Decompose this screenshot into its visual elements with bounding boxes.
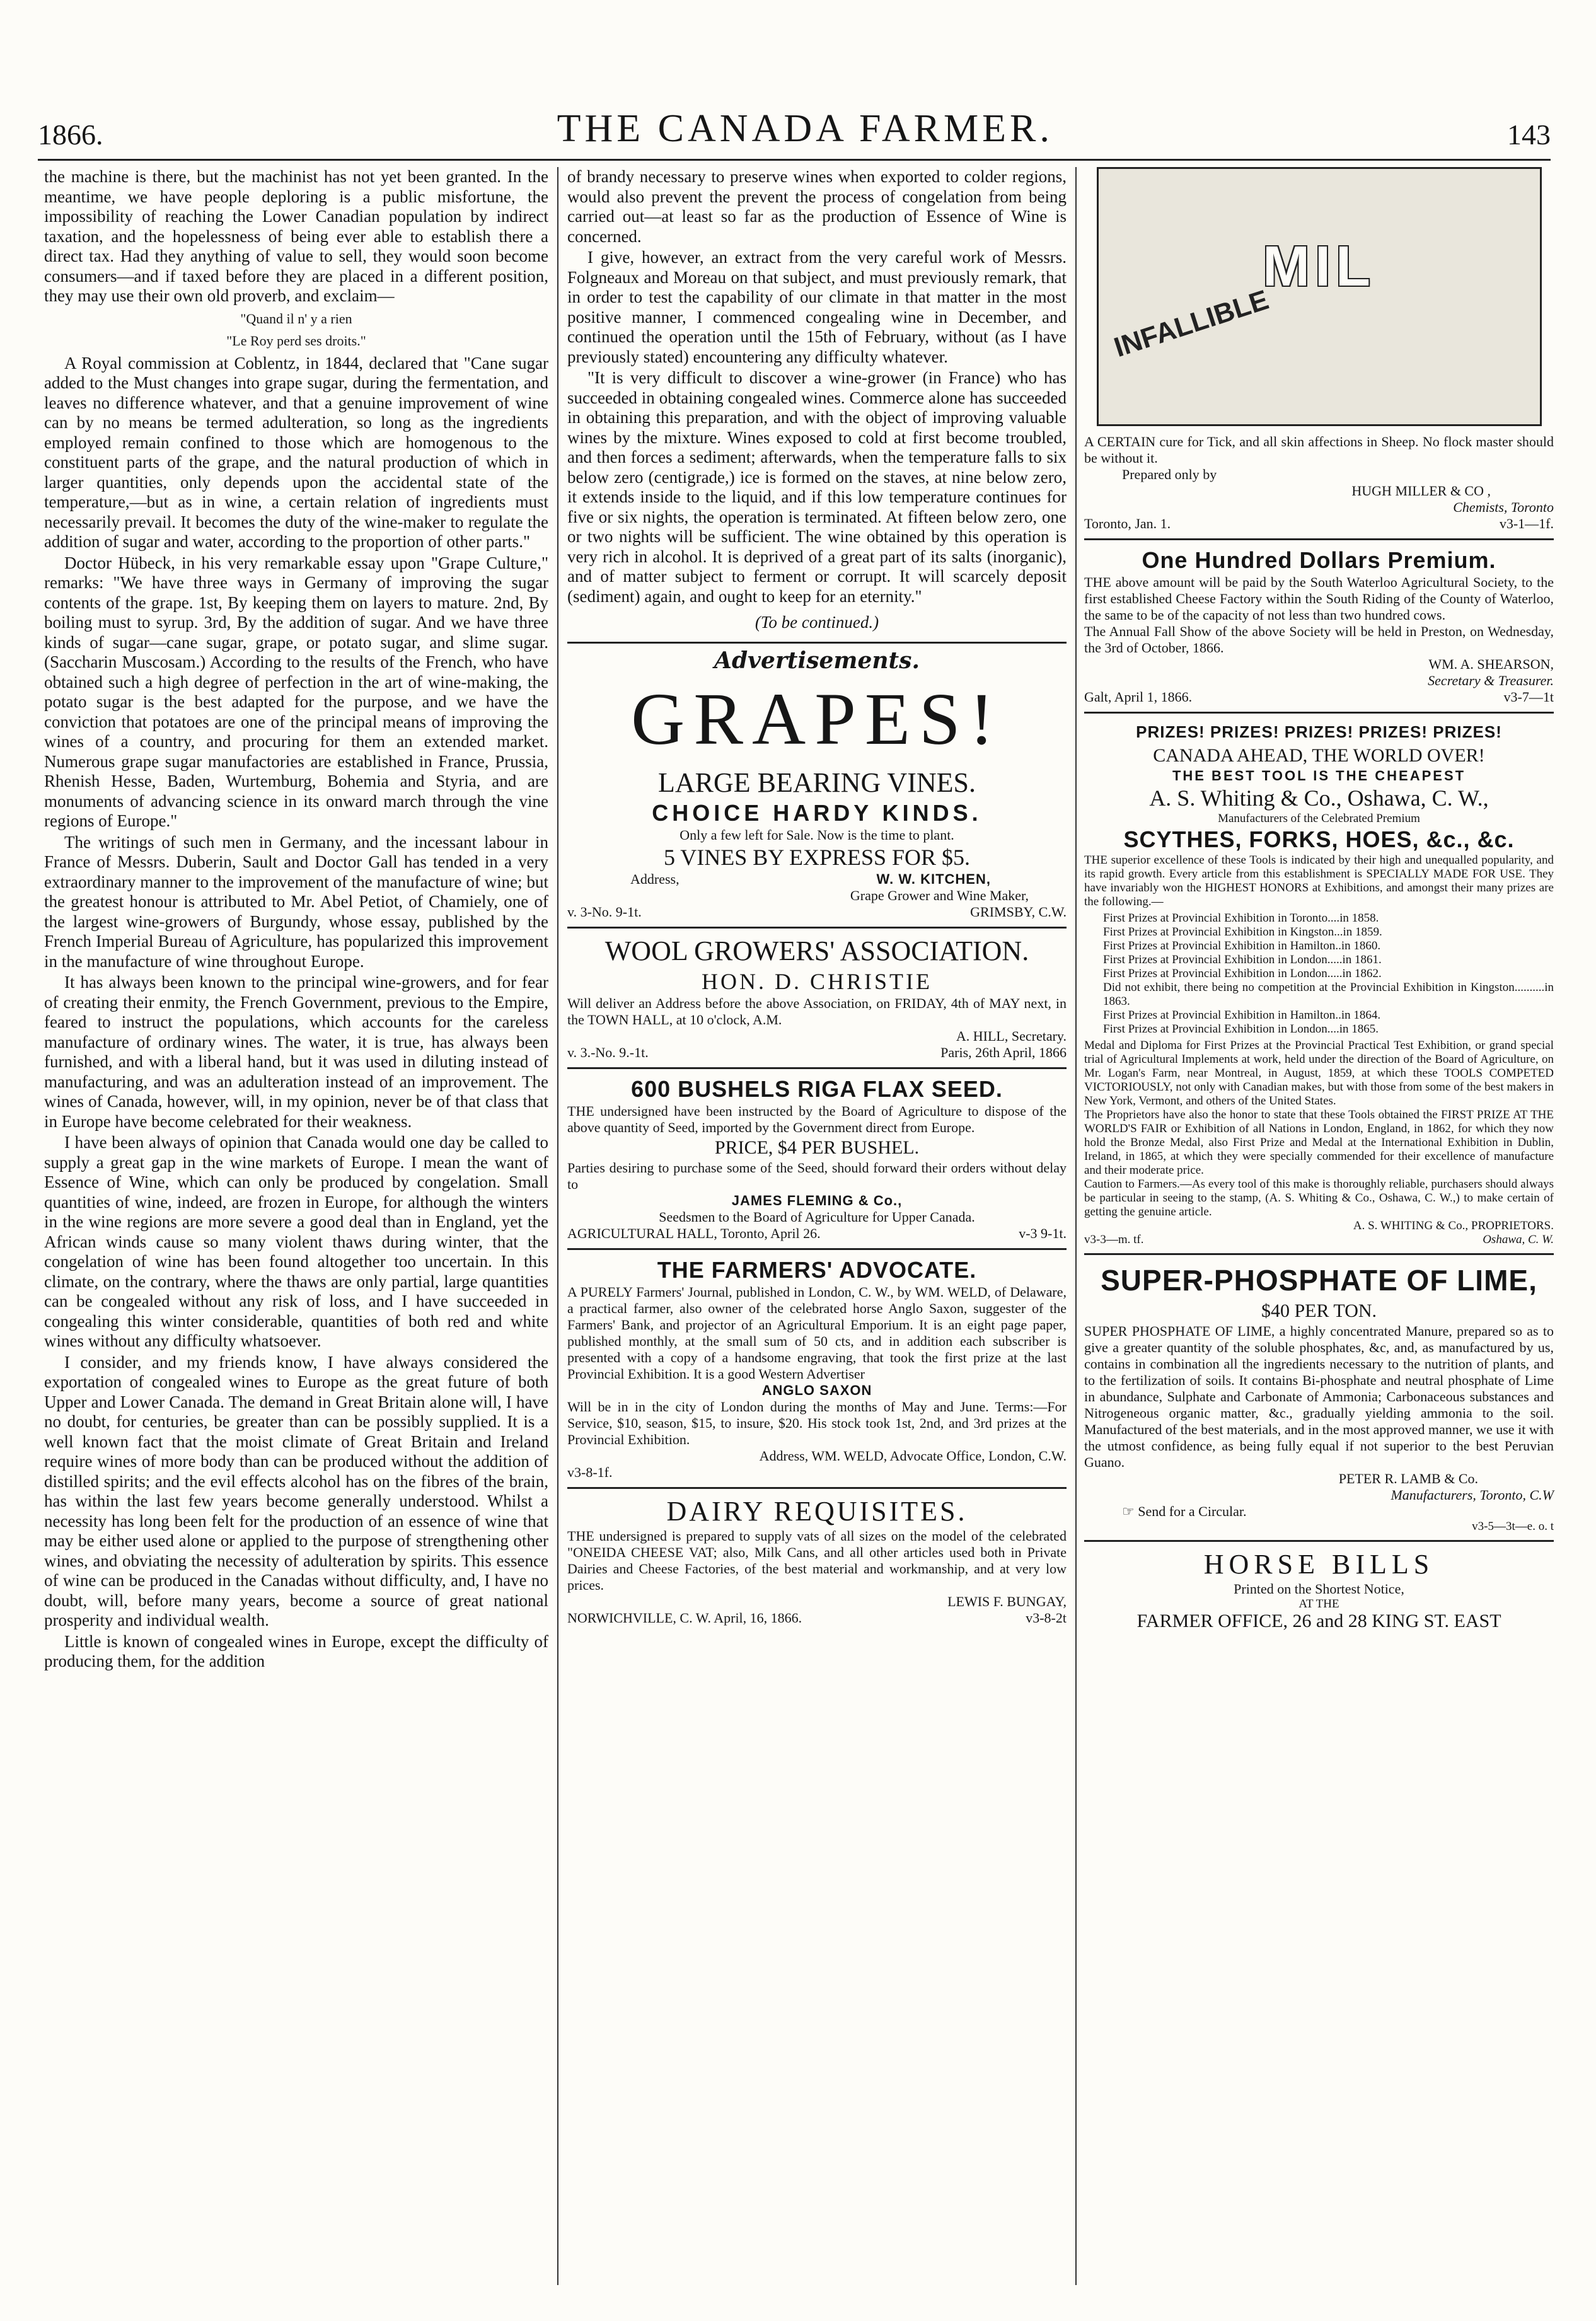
advocate-text: Will be in in the city of London during the months of May and June. Terms:—For Service, $10, season, $15, to insure, $20. His stock took 1st, 2nd, and 3rd prizes at the Provincial Exhibition.: [567, 1399, 1067, 1447]
dairy-sig: LEWIS F. BUNGAY,: [947, 1594, 1067, 1609]
ad-ref: v. 3-No. 9-1t.: [567, 904, 642, 920]
advocate-text: A PURELY Farmers' Journal, published in London, C. W., by WM. WELD, of Delaware, a practical farmer, also owner of the celebrated horse Anglo Saxon, suggester of the Farmers' Bank, and projector of an Agricultural Emporium. It is an eight page paper, published monthly, at the small sum of 50 cts, and in addition each subscriber is presented with a copy of a handsome engraving, that took the first prize at the last Provincial Exhibition. It is a good Western Advertiser: [567, 1284, 1067, 1382]
wool-date: Paris, 26th April, 1866: [940, 1045, 1067, 1060]
tick-date: Toronto, Jan. 1.: [1084, 516, 1171, 531]
wool-speaker: HON. D. CHRISTIE: [702, 969, 932, 994]
flax-firm: JAMES FLEMING & Co.,: [731, 1193, 903, 1208]
advocate-ad: [567, 1256, 1067, 1489]
article-paragraph: "It is very difficult to discover a wine-grower (in France) who has succeeded in obtaining congealed wines. Commerce alone has succeeded in obtaining this preparation, and with the object of improving valuable wines by the mixture. Wines exposed to cold at first become troubled, and then forces a sediment; afterwards, when the temperature falls to six below zero (centigrade,) ice is formed on the staves, at nine below zero, it extends inside to the liquid, and if this low temperature continues for five or six nights, the operation is terminated. At fifteen below zero, one or two nights will be sufficient. The wine obtained by this operation is very rich in alcohol. It is deprived of a great part of its salts (inorganic), and of matter subject to ferment or corrupt. It will scarcely deposit (sediment) again, and ought to keep for an eternity.": [567, 368, 1067, 606]
tick-cure-ad: [1084, 434, 1554, 540]
flax-text: THE undersigned have been instructed by the Board of Agriculture to dispose of the above quantity of Seed, imported by the Government direct from Europe.: [567, 1103, 1067, 1135]
advertisements-heading: Advertisements.: [714, 647, 920, 674]
grapes-kinds: CHOICE HARDY KINDS.: [652, 800, 982, 826]
flax-ad: [567, 1075, 1067, 1250]
phosphate-firm: PETER R. LAMB & Co.: [1338, 1471, 1478, 1486]
grapes-seller: W. W. KITCHEN,: [876, 871, 991, 887]
ad-ref: v3-8-2t: [1026, 1610, 1067, 1626]
wool-ad: [567, 935, 1067, 1069]
horse-bills-title: HORSE BILLS: [1203, 1549, 1435, 1580]
dairy-place: NORWICHVILLE, C. W. April, 16, 1866.: [567, 1610, 802, 1626]
grapes-occupation: Grape Grower and Wine Maker,: [850, 888, 1029, 903]
article-paragraph: I give, however, an extract from the very careful work of Messrs. Folgneaux and Moreau on that subject, and must previously remark, that in order to test the capability of our climate in that matter in the most positive manner, I commenced congealing wine in December, and continued the operation until the 15th of February, without (as I have previously stated) encountering any difficulty whatever.: [567, 248, 1067, 366]
section-rule: [567, 642, 1067, 644]
article-paragraph: I consider, and my friends know, I have always considered the exportation of congealed wines to Europe as the great future of both Upper and Lower Canada. The demand in Great Britain alone will, I have no doubt, for centuries, be greater than can be possibly supplied. It is a well known fact that the moist climate of Great Britain and Ireland require wines of more body than can be produced without the addition of distilled spirits; and the evil effects alcohol has on the fibres of the brain, has within the last few years become generally understood. Whilst a necessity has long been felt for the production of an essence of wine that may be either used alone or applied to the purpose of strengthening other wines, and obviating the necessity of adulteration by spirits. This essence of wine can be produced in the Canadas without difficulty, and, I have no doubt, will, before many years, become a source of great national prosperity and individual wealth.: [44, 1352, 548, 1629]
continued-note: (To be continued.): [755, 613, 879, 632]
tick-text: A CERTAIN cure for Tick, and all skin affections in Sheep. No flock master should be without it.: [1084, 434, 1554, 466]
list-item: First Prizes at Provincial Exhibition in Toronto....in 1858.: [1103, 912, 1379, 925]
article-paragraph: It has always been known to the principal wine-growers, and for fear of creating their enmity, the French Government, previous to the Empire, feared to instruct the populations, which accounts for the careless manufacture of ordinary wines. The water, it is true, has always been furnished, and with a liberal hand, but it was used in diluting instead of manufacturing, and was an adulteration instead of an improvement. The wines of Canada, however, will, in my opinion, never be of that class that in Europe have become celebrated for their weakness.: [44, 973, 548, 1131]
premium-date: Galt, April 1, 1866.: [1084, 689, 1193, 705]
phosphate-circular: Send for a Circular.: [1138, 1503, 1247, 1519]
whiting-text: Medal and Diploma for First Prizes at the Provincial Practical Test Exhibition, or grand special trial of Agricultural Implements at work, held under the direction of the Board of Agriculture, on Mr. Logan's Farm, near Montreal, in August, 1859, at which these TOOLS COMPETED VICTORIOUSLY, not only with Canadian makes, but with those from some of the best makers in New York, Vermont, and others of the United States.: [1084, 1039, 1554, 1108]
article-paragraph: I have been always of opinion that Canada would one day be called to supply a great gap in the wine markets of Europe. I mean the want of Essence of Wine, which can only be produced by congelation. Small quantities of wine, indeed, are frozen in Europe, for although the winters in the wine regions are more severe a good deal than in England, yet the African winds cause so many violent thaws during winter, that the congelation of wine has been found altogether too uncertain. In this climate, on the contrary, where the thaws are only partial, large quantities can be congealed without any risk of loss, and I have succeeded in congealing this winter considerable, quantities of both red and white wines without any difficulty whatsoever.: [44, 1133, 548, 1350]
article-paragraph: the machine is there, but the machinist has not yet been granted. In the meantime, we have people deploring is a public misfortune, the impossibility of reaching the Lower Canadian population by indirect taxation, and the hopelessness of being ever able to establish there a direct tax. Had they anything of value to sell, they would soon become consumers—and if taxed before they are placed in a different position, they may use their own old proverb, and exclaim—: [44, 167, 548, 305]
newspaper-page: [38, 0, 1563, 2321]
ad-ref: v3-5—3t—e. o. t: [1472, 1520, 1554, 1533]
whiting-tools: SCYTHES, FORKS, HOES, &c., &c.: [1123, 826, 1515, 852]
whiting-ad: [1084, 720, 1554, 1255]
list-item: Did not exhibit, there being no competition at the Provincial Exhibition in Kingston..........in 1863.: [1103, 981, 1554, 1008]
flax-place: AGRICULTURAL HALL, Toronto, April 26.: [567, 1225, 821, 1241]
dairy-text: THE undersigned is prepared to supply vats of all sizes on the model of the celebrated "ONEIDA CHEESE VAT; also, Milk Cans, and all other articles used both in Private Dairies and Cheese Factories, of the best material and workmanship, and at very low prices.: [567, 1528, 1067, 1593]
phosphate-text: SUPER PHOSPHATE OF LIME, a highly concentrated Manure, prepared so as to give a greater quantity of the soluble phosphates, &c, and, as manufactured by us, contains in combination all the ingredients necessary to the nutrition of plants, and to the fertilization of soils. It contains Bi-phosphate and neutral phosphate of Lime in abundance, Sulphate and Carbonate of Ammonia; Carbonaceous substances and Nitrogeneous organic matter, &c., gradually yielding ammonia to the soil. Manufactured of the best materials, and in the most approved manner, we use it with the utmost confidence, as being fully equal if not superior to the best Peruvian Guano.: [1084, 1323, 1554, 1470]
grapes-title: GRAPES!: [631, 678, 1003, 760]
phosphate-firm-desc: Manufacturers, Toronto, C.W: [1391, 1487, 1554, 1503]
list-item: First Prizes at Provincial Exhibition in Hamilton..in 1864.: [1103, 1009, 1381, 1022]
ad-ref: v3-1—1f.: [1499, 516, 1554, 531]
engraving-word: INFALLIBLE: [1110, 284, 1272, 364]
quote-line: "Quand il n' y a rien: [240, 310, 352, 327]
grapes-subtitle: LARGE BEARING VINES.: [658, 767, 976, 798]
flax-firm-desc: Seedsmen to the Board of Agriculture for Upper Canada.: [659, 1209, 975, 1225]
premium-text: THE above amount will be paid by the South Waterloo Agricultural Society, to the first established Cheese Factory within the South Riding of the County of Waterloo, the same to be of the capacity of not less than two hundred cows.: [1084, 574, 1554, 623]
tick-firm-desc: Chemists, Toronto: [1453, 499, 1554, 515]
list-item: First Prizes at Provincial Exhibition in Hamilton..in 1860.: [1103, 939, 1381, 952]
horse-bills-at: AT THE: [1298, 1597, 1339, 1611]
address-label: Address,: [630, 871, 679, 887]
premium-title: One Hundred Dollars Premium.: [1142, 547, 1496, 573]
page-number: 143: [1507, 119, 1551, 151]
article-paragraph: The writings of such men in Germany, and the incessant labour in France of Messrs. Duberin, Sault and Doctor Gall has tended in a very extraordinary manner to the improvement of the manufacture of wine; but the greatest honour is attributed to Mr. Abel Petiot, of Chamiely, one of the largest wine-growers of Burgundy, whose essay, published by the French Imperial Bureau of Agriculture, has popularized this improvement in the manufacture of wine throughout Europe.: [44, 832, 548, 971]
premium-sig-title: Secretary & Treasurer.: [1428, 673, 1554, 688]
list-item: First Prizes at Provincial Exhibition in London.....in 1862.: [1103, 967, 1382, 980]
column-2: [567, 167, 1067, 1626]
whiting-firm-desc: Manufacturers of the Celebrated Premium: [1218, 812, 1420, 825]
grapes-place: GRIMSBY, C.W.: [970, 904, 1067, 920]
whiting-text: THE superior excellence of these Tools is indicated by their high and unequalled popularity, and its rapid growth. Every article from this establishment is SPECIALLY MADE FOR USE. They have invariably won the HIGHEST HONORS at Exhibitions, and amongst their many prizes are the following.—: [1084, 854, 1554, 908]
ad-ref: v3-7—1t: [1503, 689, 1554, 705]
header-year: 1866.: [38, 119, 103, 151]
flax-price: PRICE, $4 PER BUSHEL.: [714, 1137, 920, 1158]
sheep-dip-engraving: [1097, 167, 1542, 426]
prizes-banner: PRIZES! PRIZES! PRIZES! PRIZES! PRIZES!: [1136, 722, 1502, 741]
ad-ref: v. 3.-No. 9.-1t.: [567, 1045, 649, 1060]
phosphate-price: $40 PER TON.: [1261, 1300, 1377, 1321]
whiting-sig: A. S. WHITING & Co., PROPRIETORS.: [1353, 1219, 1554, 1232]
list-item: First Prizes at Provincial Exhibition in London....in 1865.: [1103, 1022, 1379, 1036]
whiting-caution: Caution to Farmers.—As every tool of this make is thoroughly reliable, purchasers should always be particular in seeing to the stamp, (A. S. Whiting & Co., Oshawa, C. W.,) to make certain of getting the genuine article.: [1084, 1178, 1554, 1218]
canada-ahead: CANADA AHEAD, THE WORLD OVER!: [1153, 745, 1485, 766]
advocate-horse: ANGLO SAXON: [761, 1382, 872, 1398]
article-paragraph: of brandy necessary to preserve wines when exported to colder regions, would also prevent the prevent the process of congelation from being carried out—at least so far as the production of Essence of Wine is concerned.: [567, 167, 1067, 246]
flax-text: Parties desiring to purchase some of the Seed, should forward their orders without delay to: [567, 1160, 1067, 1192]
header-rule: [38, 159, 1551, 161]
article-paragraph: A Royal commission at Coblentz, in 1844, declared that "Cane sugar added to the Must changes into grape sugar, during the fermentation, and leaves no difference whatever, and that a genuine improvement of wine can by no means be termed adulteration, so long as the ingredients employed remain confined to those which are homogenous to the constituent parts of the grape, and the natural production of which in larger quantities, only depends upon the accidental state of the temperature,—but as in wine, a certain relation of ingredients must necessarily prevail. It becomes the duty of the wine-maker to regulate the addition of sugar and water, according to the proportion of other parts.": [44, 353, 548, 551]
premium-show: The Annual Fall Show of the above Society will be held in Preston, on Wednesday, the 3rd of October, 1866.: [1084, 623, 1554, 656]
horse-bills-ad: [1084, 1548, 1554, 1631]
page-header: [38, 95, 1551, 151]
horse-bills-office: FARMER OFFICE, 26 and 28 KING ST. EAST: [1136, 1611, 1501, 1631]
pointing-hand-icon: ☞: [1122, 1503, 1138, 1519]
prize-list: [1103, 912, 1554, 1036]
column-1-article: [44, 167, 548, 1673]
engraving-word: MIL: [1263, 235, 1375, 298]
quote-line: "Le Roy perd ses droits.": [226, 333, 366, 349]
advocate-title: THE FARMERS' ADVOCATE.: [657, 1257, 977, 1283]
article-paragraph: Doctor Hübeck, in his very remarkable essay upon "Grape Culture," remarks: "We have three ways in Germany of improving the sugar contents of the grape. 1st, By keeping them on layers to mature. 2nd, By boiling must to syrup. 3rd, By the addition of sugar. And we have three kinds of sugar—cane sugar, grape, or potato sugar, and slime sugar. (Saccharin Muscosam.) According to the results of the French, who have obtained such a high degree of perfection in the art of wine-making, the potato sugar is the best adapted for the purpose, and we have the conviction that potatoes are one of the principal means of improving the wines of a country, and procuring for them an extended market. Numerous grape sugar manufactories are established in France, Prussia, Rhenish Hesse, Baden, Wurtemburg, Bohemia and Styria, and are monuments of advancing science in its onward march through the vine regions of Europe.": [44, 553, 548, 830]
tick-prep: Prepared only by: [1122, 466, 1217, 482]
whiting-text: The Proprietors have also the honor to state that these Tools obtained the FIRST PRIZE AT THE WORLD'S FAIR or Exhibition of all Nations in London, England, in 1862, for which they now hold the Bronze Medal, also First Prize and Medal at the International Exhibition in Dublin, Ireland, in 1865, at which they were specially commended for their excellence of manufacture and their moderate price.: [1084, 1108, 1554, 1177]
ad-ref: v3-3—m. tf.: [1084, 1233, 1144, 1246]
dairy-ad: [567, 1495, 1067, 1626]
column-divider: [557, 167, 558, 2285]
phosphate-ad: [1084, 1261, 1554, 1542]
wool-text: Will deliver an Address before the above Association, on FRIDAY, 4th of MAY next, in the TOWN HALL, at 10 o'clock, A.M.: [567, 995, 1067, 1027]
phosphate-title: SUPER-PHOSPHATE OF LIME,: [1101, 1264, 1537, 1297]
column-3: [1084, 167, 1554, 1631]
masthead-title: THE CANADA FARMER.: [557, 107, 1053, 150]
tick-firm: HUGH MILLER & CO ,: [1351, 483, 1491, 499]
horse-bills-sub: Printed on the Shortest Notice,: [1234, 1581, 1404, 1597]
best-tool: THE BEST TOOL IS THE CHEAPEST: [1172, 768, 1466, 784]
advocate-address: Address, WM. WELD, Advocate Office, London, C.W.: [759, 1448, 1067, 1464]
dairy-title: DAIRY REQUISITES.: [666, 1496, 968, 1527]
ad-ref: v-3 9-1t.: [1019, 1225, 1067, 1241]
premium-ad: [1084, 547, 1554, 714]
list-item: First Prizes at Provincial Exhibition in London.....in 1861.: [1103, 953, 1382, 966]
premium-sig: WM. A. SHEARSON,: [1428, 656, 1554, 672]
whiting-firm: A. S. Whiting & Co., Oshawa, C. W.,: [1149, 785, 1489, 811]
article-paragraph: Little is known of congealed wines in Europe, except the difficulty of producing them, for the addition: [44, 1631, 548, 1670]
flax-title: 600 BUSHELS RIGA FLAX SEED.: [631, 1076, 1003, 1102]
grapes-ad: [567, 678, 1067, 929]
list-item: First Prizes at Provincial Exhibition in Kingston...in 1859.: [1103, 925, 1382, 939]
grapes-express: 5 VINES BY EXPRESS FOR $5.: [663, 845, 971, 870]
grapes-note: Only a few left for Sale. Now is the time to plant.: [679, 827, 954, 843]
column-divider: [1075, 167, 1077, 2285]
wool-title: WOOL GROWERS' ASSOCIATION.: [604, 935, 1029, 966]
whiting-place: Oshawa, C. W.: [1483, 1233, 1554, 1246]
wool-sig: A. HILL, Secretary.: [956, 1028, 1067, 1044]
ad-ref: v3-8-1f.: [567, 1464, 613, 1480]
